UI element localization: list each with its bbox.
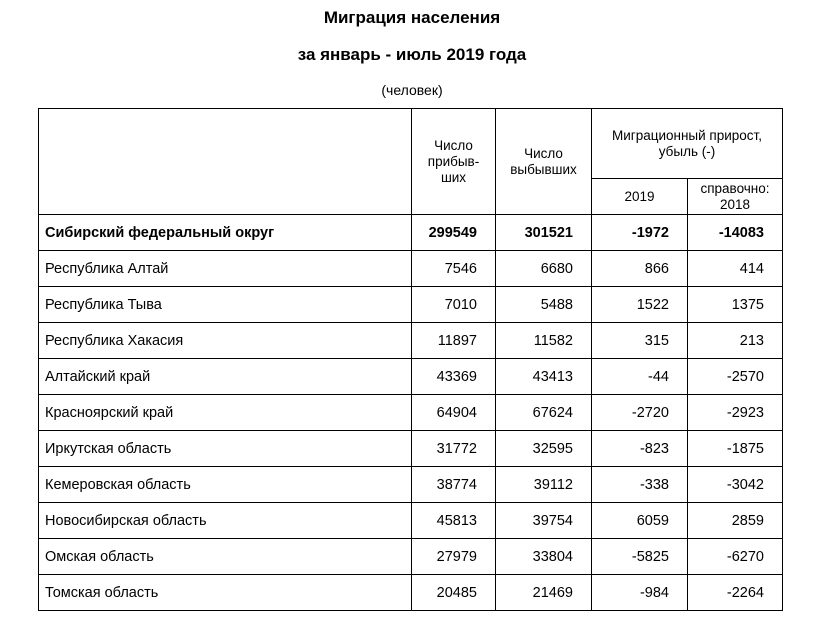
departures-value: 6680 (496, 251, 592, 287)
arrivals-value: 64904 (412, 395, 496, 431)
growth-2018-value: 414 (688, 251, 783, 287)
table-row (39, 287, 783, 323)
growth-2019-value: -823 (592, 431, 688, 467)
arrivals-value: 20485 (412, 575, 496, 611)
growth-2018-value: 2859 (688, 503, 783, 539)
table-row (39, 467, 783, 503)
header-arrivals: Число прибыв-ших (412, 109, 496, 215)
header-departures: Число выбывших (496, 109, 592, 215)
header-name (39, 109, 412, 215)
growth-2019-value: -44 (592, 359, 688, 395)
growth-2019-value: -5825 (592, 539, 688, 575)
table-row (39, 215, 783, 251)
growth-2018-value: 213 (688, 323, 783, 359)
growth-2018-value: 1375 (688, 287, 783, 323)
region-name: Республика Хакасия (39, 323, 412, 359)
departures-value: 39754 (496, 503, 592, 539)
arrivals-value: 7010 (412, 287, 496, 323)
region-name: Республика Алтай (39, 251, 412, 287)
region-name: Республика Тыва (39, 287, 412, 323)
growth-2019-value: -2720 (592, 395, 688, 431)
growth-2019-value: -338 (592, 467, 688, 503)
growth-2019-value: 1522 (592, 287, 688, 323)
departures-value: 39112 (496, 467, 592, 503)
departures-value: 32595 (496, 431, 592, 467)
units-label: (человек) (381, 82, 443, 98)
growth-2019-value: 315 (592, 323, 688, 359)
region-name: Алтайский край (39, 359, 412, 395)
table-row (39, 323, 783, 359)
arrivals-value: 299549 (412, 215, 496, 251)
arrivals-value: 31772 (412, 431, 496, 467)
table-row (39, 575, 783, 611)
growth-2018-value: -2923 (688, 395, 783, 431)
departures-value: 11582 (496, 323, 592, 359)
departures-value: 67624 (496, 395, 592, 431)
page-title: Миграция населения (323, 8, 501, 27)
region-name: Красноярский край (39, 395, 412, 431)
growth-2019-value: 866 (592, 251, 688, 287)
growth-2018-value: -1875 (688, 431, 783, 467)
table-row (39, 251, 783, 287)
region-name: Кемеровская область (39, 467, 412, 503)
growth-2019-value: -984 (592, 575, 688, 611)
table-row (39, 503, 783, 539)
table-row (39, 539, 783, 575)
departures-value: 5488 (496, 287, 592, 323)
header-2018: справочно: 2018 (688, 179, 783, 215)
arrivals-value: 38774 (412, 467, 496, 503)
region-name: Иркутская область (39, 431, 412, 467)
table-row (39, 359, 783, 395)
growth-2018-value: -2570 (688, 359, 783, 395)
departures-value: 301521 (496, 215, 592, 251)
header-2019: 2019 (592, 179, 688, 215)
arrivals-value: 11897 (412, 323, 496, 359)
region-name: Сибирский федеральный округ (39, 215, 412, 251)
growth-2018-value: -6270 (688, 539, 783, 575)
header-growth: Миграционный прирост, убыль (-) (592, 109, 783, 179)
region-name: Омская область (39, 539, 412, 575)
departures-value: 21469 (496, 575, 592, 611)
departures-value: 43413 (496, 359, 592, 395)
growth-2018-value: -3042 (688, 467, 783, 503)
departures-value: 33804 (496, 539, 592, 575)
region-name: Новосибирская область (39, 503, 412, 539)
migration-table (38, 108, 783, 611)
growth-2018-value: -14083 (688, 215, 783, 251)
growth-2018-value: -2264 (688, 575, 783, 611)
region-name: Томская область (39, 575, 412, 611)
arrivals-value: 45813 (412, 503, 496, 539)
arrivals-value: 43369 (412, 359, 496, 395)
arrivals-value: 7546 (412, 251, 496, 287)
table-row (39, 431, 783, 467)
growth-2019-value: -1972 (592, 215, 688, 251)
table-row (39, 395, 783, 431)
growth-2019-value: 6059 (592, 503, 688, 539)
arrivals-value: 27979 (412, 539, 496, 575)
page-subtitle: за январь - июль 2019 года (297, 45, 527, 64)
